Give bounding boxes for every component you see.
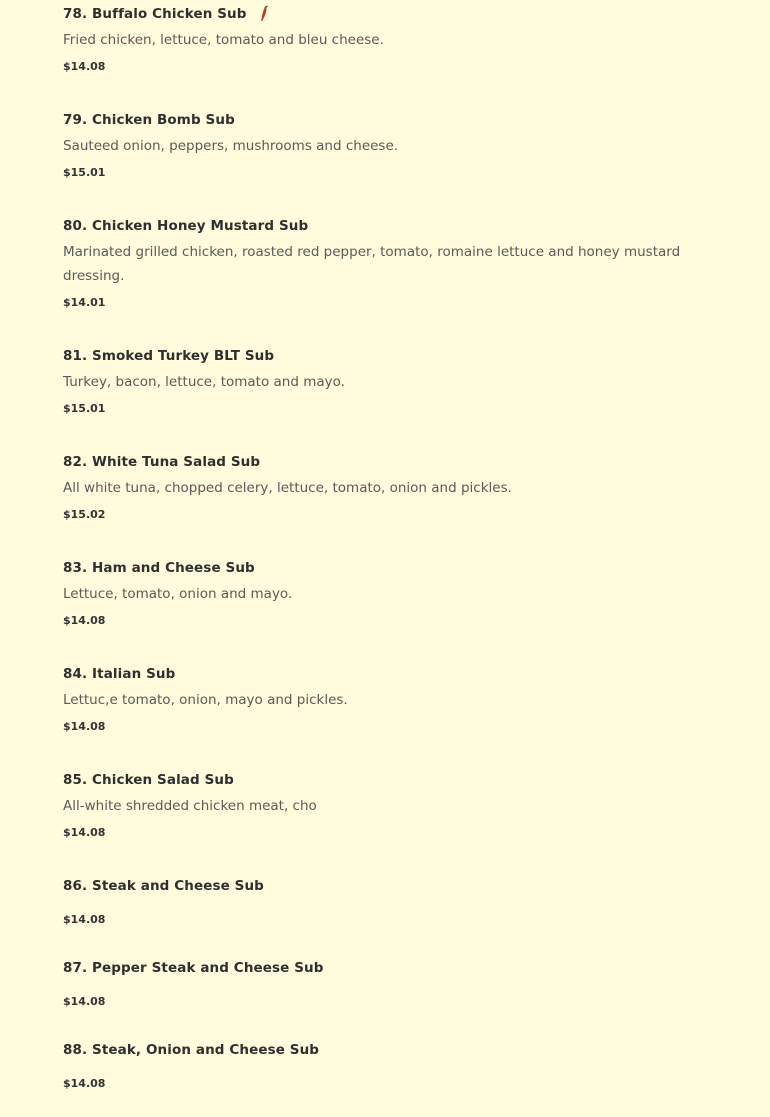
item-title: 86. Steak and Cheese Sub xyxy=(63,878,264,894)
item-price: $15.01 xyxy=(63,402,106,415)
item-title: 84. Italian Sub xyxy=(63,666,176,682)
item-price: $14.08 xyxy=(63,913,106,926)
item-title: 81. Smoked Turkey BLT Sub xyxy=(63,348,275,364)
item-price: $14.08 xyxy=(63,614,106,627)
menu-item[interactable] xyxy=(63,559,683,628)
item-price: $15.01 xyxy=(63,166,106,179)
item-description: Fried chicken, lettuce, tomato and bleu cheese. xyxy=(63,32,384,48)
menu-item[interactable] xyxy=(63,347,683,416)
menu-item[interactable] xyxy=(63,771,683,840)
menu-item[interactable] xyxy=(63,877,683,927)
chili-pepper-icon xyxy=(259,5,269,23)
item-title: 88. Steak, Onion and Cheese Sub xyxy=(63,1042,320,1058)
item-description: Sauteed onion, peppers, mushrooms and cheese. xyxy=(63,138,399,154)
item-title: 79. Chicken Bomb Sub xyxy=(63,112,235,128)
item-price: $14.08 xyxy=(63,1077,106,1090)
item-title: 87. Pepper Steak and Cheese Sub xyxy=(63,960,324,976)
menu-item[interactable] xyxy=(63,217,683,310)
item-title: 78. Buffalo Chicken Sub xyxy=(63,6,247,22)
item-description: Lettuce, tomato, onion and mayo. xyxy=(63,586,293,602)
item-price: $14.08 xyxy=(63,826,106,839)
item-title: 82. White Tuna Salad Sub xyxy=(63,454,261,470)
menu-item[interactable] xyxy=(63,959,683,1009)
item-description: All-white shredded chicken meat, cho xyxy=(63,798,317,814)
item-price: $14.01 xyxy=(63,296,106,309)
item-price: $15.02 xyxy=(63,508,106,521)
menu-item[interactable] xyxy=(63,5,683,74)
item-description: All white tuna, chopped celery, lettuce, tomato, onion and pickles. xyxy=(63,480,512,496)
menu-item[interactable] xyxy=(63,665,683,734)
item-description: Turkey, bacon, lettuce, tomato and mayo. xyxy=(63,374,345,390)
menu-item[interactable] xyxy=(63,453,683,522)
item-description: Lettuc,e tomato, onion, mayo and pickles. xyxy=(63,692,348,708)
item-price: $14.08 xyxy=(63,720,106,733)
item-title: 80. Chicken Honey Mustard Sub xyxy=(63,218,309,234)
item-title: 83. Ham and Cheese Sub xyxy=(63,560,255,576)
menu-item[interactable] xyxy=(63,1041,683,1091)
item-title: 85. Chicken Salad Sub xyxy=(63,772,234,788)
item-description: Marinated grilled chicken, roasted red pepper, tomato, romaine lettuce and honey mustard dressing. xyxy=(63,244,681,284)
menu-item[interactable] xyxy=(63,111,683,180)
item-price: $14.08 xyxy=(63,60,106,73)
item-price: $14.08 xyxy=(63,995,106,1008)
